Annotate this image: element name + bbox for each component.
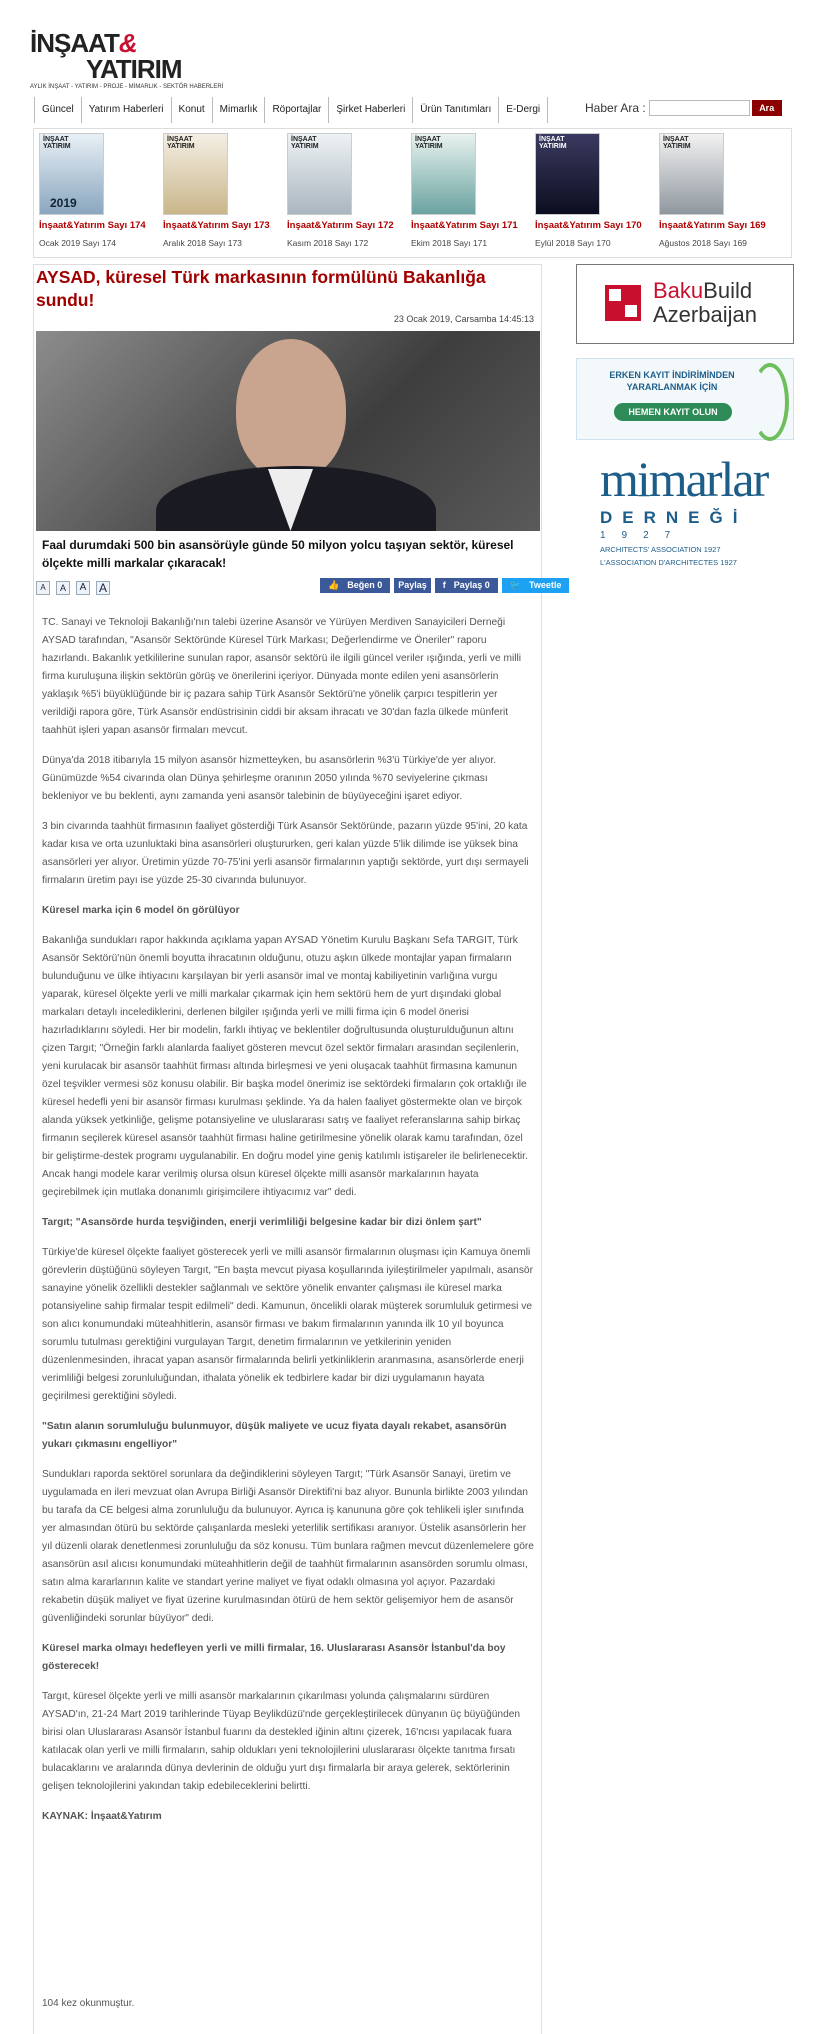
swirl-decoration-icon [751, 363, 789, 441]
cover-logo: İNŞAAT YATIRIM [167, 136, 195, 150]
facebook-like-button[interactable]: 👍Beğen 0 [320, 578, 390, 593]
article-paragraph: 3 bin civarında taahhüt firmasının faaliyet gösterdiği Türk Asansör Sektöründe, pazarın yüzde 95'ini, 20 kata kadar kısa ve orta uzunluktaki bina asansörleri oluştururken, geri kalan yüzde 5'lik dilimde ise yüksek bina asansörleri yer alıyor. Üretimin yüzde 70-75'ini yerli asansör firmalarının yaptığı sektörde, yurt dışı sermayeli firmaların üretim payı ise yüzde 25-30 civarında bulunuyor. [42, 821, 529, 886]
cover-year: 2019 [50, 196, 77, 210]
early-registration-ad[interactable] [576, 358, 794, 440]
nav-item-konut[interactable]: Konut [172, 97, 213, 123]
article-title: AYSAD, küresel Türk markasının formülünü Bakanlığa sundu! [36, 267, 486, 310]
article-paragraph: Sundukları raporda sektörel sorunlara da değindiklerini söyleyen Targıt; "Türk Asansör Sanayi, üretim ve uygulamada en ileri mevzuat olan Avrupa Birliği Asansör Direktifi'ni baz alıyor. Bununla birlikte 2003 yılından bu tarafa da CE belgesi alma zorunluluğu da bulunuyor. Ayrıca iş kanununa göre çok tehlikeli işler sınıfında yer almasından ötürü bu sektörde çalışanlarda mesleki yeterlilik sertifikası aranıyor. Üstelik asansörlerin her yıl düzenli olarak denetlenmesi zorunluluğu da söz konusu. Tüm bunlara rağmen mevcut düzenlemelere göre asansörün asıl alıcısı konumundaki müteahhitlerin değil de taahhüt firmalarının asansörden sorumlu olması, satın alma kararlarının kalite ve standart yerine maliyet ve fiyat odaklı olmasına yol açıyor. Pazardaki rekabetin düşük maliyet ve fiyat üzerine kurulmasından ötürü de hem sektör gelişemiyor hem de asansör güvenliğindeki sorunlar büyüyor" dedi. [42, 1469, 534, 1624]
article-subheading: Küresel marka olmayı hedefleyen yerli ve milli firmalar, 16. Uluslararası Asansör İstanbul'da boy gösterecek! [42, 1643, 506, 1672]
font-size-button-2[interactable]: A [56, 581, 70, 595]
article-subheading: Küresel marka için 6 model ön görülüyor [42, 905, 240, 916]
search-input[interactable] [649, 100, 750, 116]
mimarlar-dernegi-word: DERNEĞİ [600, 508, 748, 527]
facebook-share-count-button[interactable]: fPaylaş 0 [435, 578, 498, 593]
magazine-title[interactable]: İnşaat&Yatırım Sayı 171 [411, 220, 518, 231]
article-paragraph: Targıt, küresel ölçekte yerli ve milli asansör markalarının çıkarılması yolunda çalışmalarını sürdüren AYSAD'ın, 21-24 Mart 2019 tarihlerinde Tüyap Beylikdüzü'nde gerçekleştirilecek dünyanın üç büyüğünden birisi olan Uluslararası Asansör İstanbul fuarını da destekled iğinin altını çizerek, 16'ncısı yapılacak fuara katılacak olan yerli ve milli firmaların, sahip oldukları yeni teknolojilerini uluslararası ölçekte tanıtma fırsatı bulacaklarını ve aralarında dünya devlerinin de olduğu yurt dışı firmalarla bir araya gelerek, sektörlerinin gelişen teknolojilerini yakından takip edebileceklerini belirtti. [42, 1691, 521, 1792]
article-date: 23 Ocak 2019, Carsamba 14:45:13 [393, 314, 534, 324]
cover-logo: İNŞAAT YATIRIM [291, 136, 319, 150]
magazine-item[interactable] [39, 133, 157, 248]
cover-logo: İNŞAAT YATIRIM [539, 136, 567, 150]
magazine-item[interactable] [411, 133, 529, 248]
search-button[interactable]: Ara [752, 100, 782, 116]
mimarlar-subtitle-fr: L'ASSOCIATION D'ARCHITECTES 1927 [600, 558, 737, 567]
bakubuild-country: Azerbaijan [653, 302, 757, 327]
article-spot: Faal durumdaki 500 bin asansörüyle günde 50 milyon yolcu taşıyan sektör, küresel ölçekte milli markalar çıkaracak! [42, 538, 514, 570]
nav-item-sirket-haberleri[interactable]: Şirket Haberleri [329, 97, 413, 123]
magazine-title[interactable]: İnşaat&Yatırım Sayı 174 [39, 220, 146, 231]
magazine-cover[interactable] [535, 133, 600, 215]
magazine-title[interactable]: İnşaat&Yatırım Sayı 173 [163, 220, 270, 231]
facebook-icon: f [442, 580, 446, 590]
magazine-cover[interactable] [163, 133, 228, 215]
nav-item-roportajlar[interactable]: Röportajlar [265, 97, 329, 123]
article-paragraph: TC. Sanayi ve Teknoloji Bakanlığı'nın talebi üzerine Asansör ve Yürüyen Merdiven Sanayicileri Derneği AYSAD tarafından, "Asansör Sektöründe Küresel Türk Markası; Değerlendirme ve Öneriler" raporu hazırlandı. Bakanlık yetkililerine sunulan rapor, asansör sektörü ile ilgili güncel veriler ışığında, yerli ve milli firma kuruluşuna ilişkin sektörün görüş ve önerilerini içeriyor. Dünyada monte edilen yeni asansörlerin yaklaşık %5'i büyüklüğünde bir iç pazara sahip Türk Asansör Sektörü'ne yönelik çarpıcı tespitlerin yer verildiği rapora göre, Türk Asansör endüstrisinin ciddi bir aksam ihracatı ve 30'dan fazla ülkede münferit taahhüt işleri yapan asansör firmaları mevcut. [42, 617, 522, 736]
magazine-date: Ocak 2019 Sayı 174 [39, 238, 117, 248]
article-paragraph: Dünya'da 2018 itibarıyla 15 milyon asansör hizmetteyken, bu asansörlerin %3'ü Türkiye'de yer alıyor. Günümüzde %54 civarında olan Dünya şehirleşme oranının 2050 yılında %70 seviyelerine çıkması bekleniyor ve bu beklenti, aynı zamanda yeni asansör talebinin de büyüyeceğini işaret ediyor. [42, 755, 497, 802]
bakubuild-accent: Baku [653, 278, 704, 303]
magazine-item[interactable] [535, 133, 653, 248]
social-buttons [320, 578, 569, 593]
font-size-button-1[interactable]: A [36, 581, 50, 595]
read-count: 104 kez okunmuştur. [42, 1998, 135, 2009]
mimarlar-year: 1927 [600, 530, 687, 541]
logo-tagline: AYLIK İNŞAAT - YATIRIM - PROJE - MİMARLIK - SEKTÖR HABERLERİ [30, 84, 224, 90]
magazine-date: Eylül 2018 Sayı 170 [535, 238, 611, 248]
magazine-date: Ağustos 2018 Sayı 169 [659, 238, 747, 248]
nav-item-urun-tanitimlari[interactable]: Ürün Tanıtımları [413, 97, 499, 123]
search-label: Haber Ara : [585, 101, 646, 115]
magazine-cover[interactable] [287, 133, 352, 215]
mimarlar-dernegi-ad[interactable] [600, 452, 770, 612]
magazine-item[interactable] [163, 133, 281, 248]
register-now-button[interactable]: HEMEN KAYIT OLUN [614, 403, 732, 421]
logo-word-yatirim: YATIRIM [86, 54, 182, 84]
mimarlar-subtitle-en: ARCHITECTS' ASSOCIATION 1927 [600, 545, 721, 554]
article-body [42, 614, 534, 1838]
nav-item-mimarlik[interactable]: Mimarlık [213, 97, 266, 123]
logo-ampersand: & [118, 28, 137, 58]
article-photo [36, 331, 540, 531]
twitter-icon: 🐦 [509, 580, 522, 590]
cover-logo: İNŞAAT YATIRIM [415, 136, 443, 150]
article-subheading: "Satın alanın sorumluluğu bulunmuyor, düşük maliyete ve ucuz fiyata dayalı rekabet, asansörün yukarı çıkmasını engelliyor" [42, 1421, 507, 1450]
thumbs-up-icon: 👍 [328, 580, 340, 590]
search-bar [585, 100, 782, 116]
font-size-button-3[interactable]: A [76, 581, 90, 595]
nav-item-guncel[interactable]: Güncel [34, 97, 82, 123]
nav-item-yatirim-haberleri[interactable]: Yatırım Haberleri [82, 97, 172, 123]
magazine-date: Kasım 2018 Sayı 172 [287, 238, 369, 248]
article-paragraph: Türkiye'de küresel ölçekte faaliyet gösterecek yerli ve milli asansör firmalarının oluşması için Kamuya önemli görevlerin düştüğünü söyleyen Targıt, "En başta mevcut piyasa koşullarında iyileştirilmeler yapılmalı, asansör sanayine yönelik özellikli destekler sağlanmalı ve sektöre yönelik envanter çalışması ile küresel marka potansiyeline sahip firmalar tespit edilmeli" dedi. Kamunun, öncelikli olarak müşterek sorumluluk getirmesi ve son alıcı konumundaki müteahhitlerin, asansör firması ve bakım firmalarının yanında ilk 10 yıl boyunca sorumlu tutulması gerektiğini vurgulayan Targıt, denetim firmalarının ve yetkilerinin yeniden düzenlenmesinden, ihracat yapan asansör firmalarında belirli yetkinliklerin aranmasına, asansörlerde enerji verimliliği belgesi zorunluluğundan, ithalata yönelik ek tedbirlere kadar bir dizi uygulamanın hayata geçirilmesi gerektiğini söyledi. [42, 1247, 533, 1402]
article-paragraph: Bakanlığa sundukları rapor hakkında açıklama yapan AYSAD Yönetim Kurulu Başkanı Sefa TARGIT, Türk Asansör Sektörü'nün önemli boyutta ihracatının olduğunu, otuzu aşkın ülkede montajlar yapan firmaların bulunduğunu ve ülke ihtiyacını karşılayan bir yerli asansör imal ve montaj kabiliyetinin varlığına vurgu yaparak, küresel ölçekte yerli ve milli markalar çıkarmak için hem sektörü hem de yurt dışındaki global markaları detaylı incelediklerini, derlenen bilgiler ışığında yerli ve milli firma için 6 model önerisi hazırladıklarını söyledi. Her bir modelin, farklı ihtiyaç ve beklentiler doğrultusunda oluşturulduğunun altını çizen Targıt; "Örneğin farklı alanlarda faaliyet gösteren mevcut özel sektör firmaları arasından seçilenlerin, yeni kurulacak bir asansör taahhüt firması altında birleşmesi ve yeni oluşacak taahhüt firmasına kamunun özel teşvikler vermesi söz konusu olabilir. Bir başka model önerimiz ise sektördeki firmaların çok ortaklığı ile küresel hedefli yeni bir asansör firması kurulması şeklinde. Ya da halen faaliyet göstermekte olan ve birçok alanda yüksek yetkinliğe, gelişme potansiyeline ve uluslararası satış ve faaliyet referanslarına sahip birkaç firmanın seçilerek küresel asansör taahhüt firması haline getirilmesine yönelik olarak kamu tarafından, özel bir geliştirme-destek programı uygulanabilir. En doğru model yine geniş katılımlı istişareler ile belirlenecektir. Ancak hangi modele karar verilmiş olursa olsun küresel ölçekte milli asansör markalarının hayata geçirebilmek için mutlaka donanımlı girişimcilere ihtiyacımız var" dedi. [42, 935, 528, 1198]
tweet-button[interactable]: 🐦Tweetle [502, 578, 570, 593]
magazine-cover[interactable] [411, 133, 476, 215]
bakubuild-ad[interactable]: BakuBuild Azerbaijan [576, 264, 794, 344]
article-subheading: Targıt; "Asansörde hurda teşviğinden, enerji verimliliği belgesine kadar bir dizi önlem şart" [42, 1217, 482, 1228]
magazine-cover[interactable] [659, 133, 724, 215]
magazine-item[interactable] [287, 133, 405, 248]
magazine-title[interactable]: İnşaat&Yatırım Sayı 170 [535, 220, 642, 231]
font-size-controls [36, 581, 110, 595]
magazine-title[interactable]: İnşaat&Yatırım Sayı 169 [659, 220, 766, 231]
mimarlar-logo-text: mimarlar [600, 451, 768, 507]
article-source: KAYNAK: İnşaat&Yatırım [42, 1811, 162, 1822]
cover-logo: İNŞAAT YATIRIM [663, 136, 691, 150]
logo-word-insaat: İNŞAAT [30, 28, 119, 58]
early-registration-text: ERKEN KAYIT İNDİRİMİNDEN YARARLANMAK İÇİN [609, 370, 735, 392]
site-logo[interactable] [30, 28, 224, 90]
nav-item-e-dergi[interactable]: E-Dergi [499, 97, 548, 123]
cover-logo: İNŞAAT YATIRIM [43, 136, 71, 150]
magazine-title[interactable]: İnşaat&Yatırım Sayı 172 [287, 220, 394, 231]
main-nav [34, 96, 548, 124]
magazine-item[interactable] [659, 133, 777, 248]
photo-person-head [236, 339, 346, 479]
facebook-share-button[interactable]: Paylaş [394, 578, 431, 593]
magazine-date: Ekim 2018 Sayı 171 [411, 238, 488, 248]
magazine-date: Aralık 2018 Sayı 173 [163, 238, 242, 248]
font-size-button-4[interactable]: A [96, 581, 110, 595]
bakubuild-logo-icon [605, 285, 641, 321]
magazine-strip [33, 128, 792, 258]
magazine-cover[interactable] [39, 133, 104, 215]
